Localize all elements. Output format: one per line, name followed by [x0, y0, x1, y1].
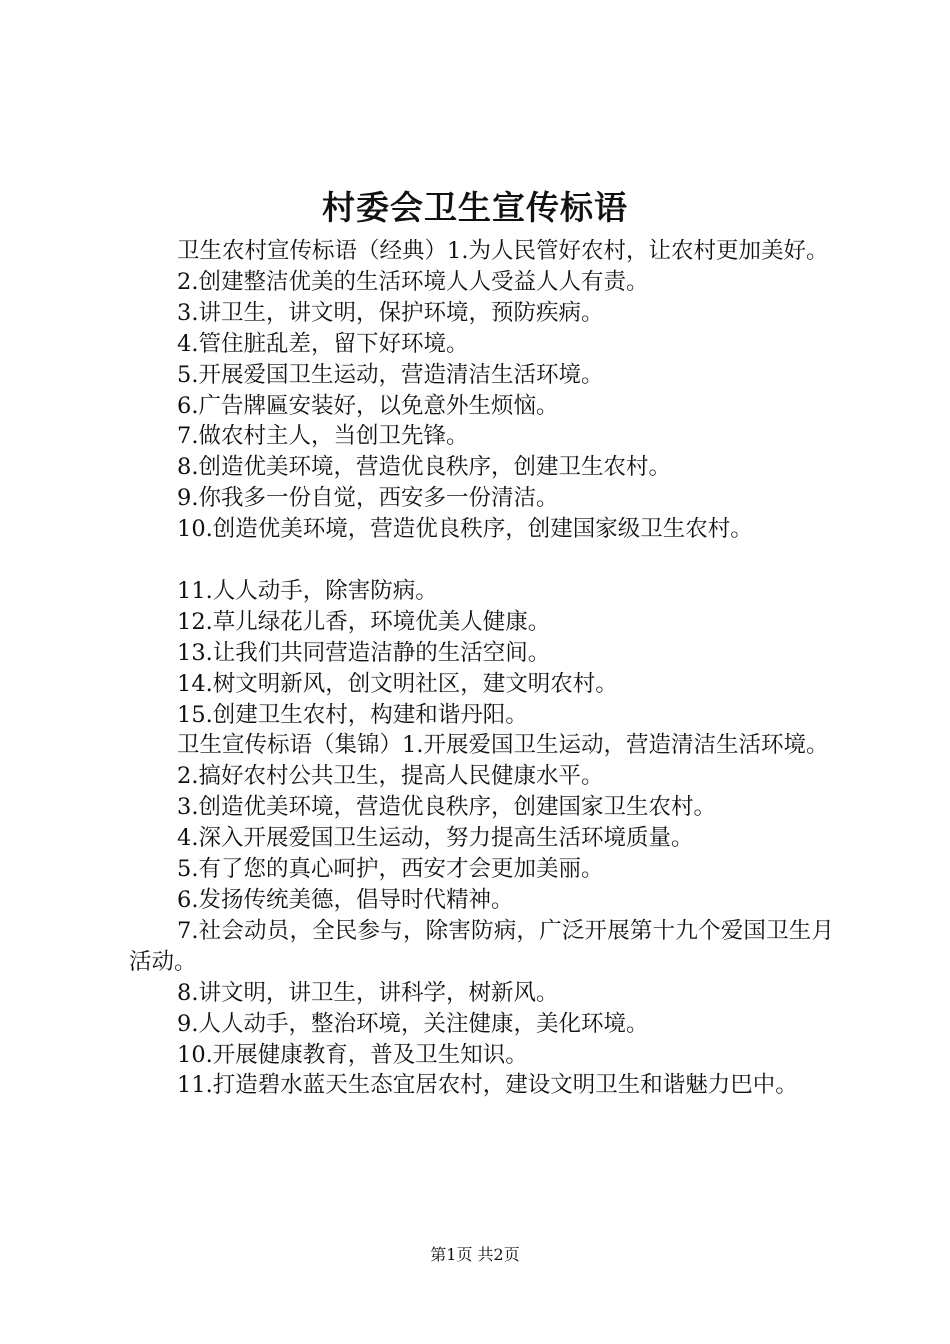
paragraph: 13.让我们共同营造洁静的生活空间。 [177, 639, 551, 666]
paragraph: 11.打造碧水蓝天生态宜居农村，建设文明卫生和谐魅力巴中。 [177, 1072, 798, 1099]
paragraph: 3.创造优美环境，营造优良秩序，创建国家卫生农村。 [177, 794, 716, 821]
page-title: 村委会卫生宣传标语 [322, 188, 628, 227]
paragraph: 2.创建整洁优美的生活环境人人受益人人有责。 [177, 268, 649, 295]
paragraph: 10.创造优美环境，营造优良秩序，创建国家级卫生农村。 [177, 516, 753, 543]
paragraph: 14.树文明新风，创文明社区，建文明农村。 [177, 670, 618, 697]
page-footer: 第1页 共2页 [430, 1245, 520, 1264]
blank-line [129, 545, 834, 576]
paragraph: 2.搞好农村公共卫生，提高人民健康水平。 [177, 763, 604, 790]
paragraph: 11.人人动手，除害防病。 [177, 577, 438, 604]
paragraph: 8.创造优美环境，营造优良秩序，创建卫生农村。 [177, 454, 671, 481]
paragraph: 4.深入开展爱国卫生运动，努力提高生活环境质量。 [177, 825, 694, 852]
paragraph: 卫生宣传标语（集锦）1.开展爱国卫生运动，营造清洁生活环境。 [177, 732, 829, 759]
document-body [129, 236, 834, 1101]
paragraph: 7.做农村主人，当创卫先锋。 [177, 423, 469, 450]
paragraph: 9.人人动手，整治环境，关注健康，美化环境。 [177, 1010, 649, 1037]
paragraph: 12.草儿绿花儿香，环境优美人健康。 [177, 608, 551, 635]
paragraph: 卫生农村宣传标语（经典）1.为人民管好农村，让农村更加美好。 [177, 238, 829, 264]
paragraph: 4.管住脏乱差，留下好环境。 [177, 330, 469, 357]
paragraph: 15.创建卫生农村，构建和谐丹阳。 [177, 701, 528, 728]
paragraph: 9.你我多一份自觉，西安多一份清洁。 [177, 485, 559, 512]
paragraph: 6.广告牌匾安装好，以免意外生烦恼。 [177, 392, 559, 419]
paragraph: 6.发扬传统美德，倡导时代精神。 [177, 887, 514, 914]
paragraph: 3.讲卫生，讲文明，保护环境，预防疾病。 [177, 299, 604, 326]
paragraph: 5.有了您的真心呵护，西安才会更加美丽。 [177, 856, 604, 883]
paragraph: 7.社会动员，全民参与，除害防病，广泛开展第十九个爱国卫生月活动。 [129, 917, 834, 975]
paragraph: 5.开展爱国卫生运动，营造清洁生活环境。 [177, 361, 604, 388]
paragraph: 10.开展健康教育，普及卫生知识。 [177, 1041, 528, 1068]
paragraph: 8.讲文明，讲卫生，讲科学，树新风。 [177, 979, 559, 1006]
